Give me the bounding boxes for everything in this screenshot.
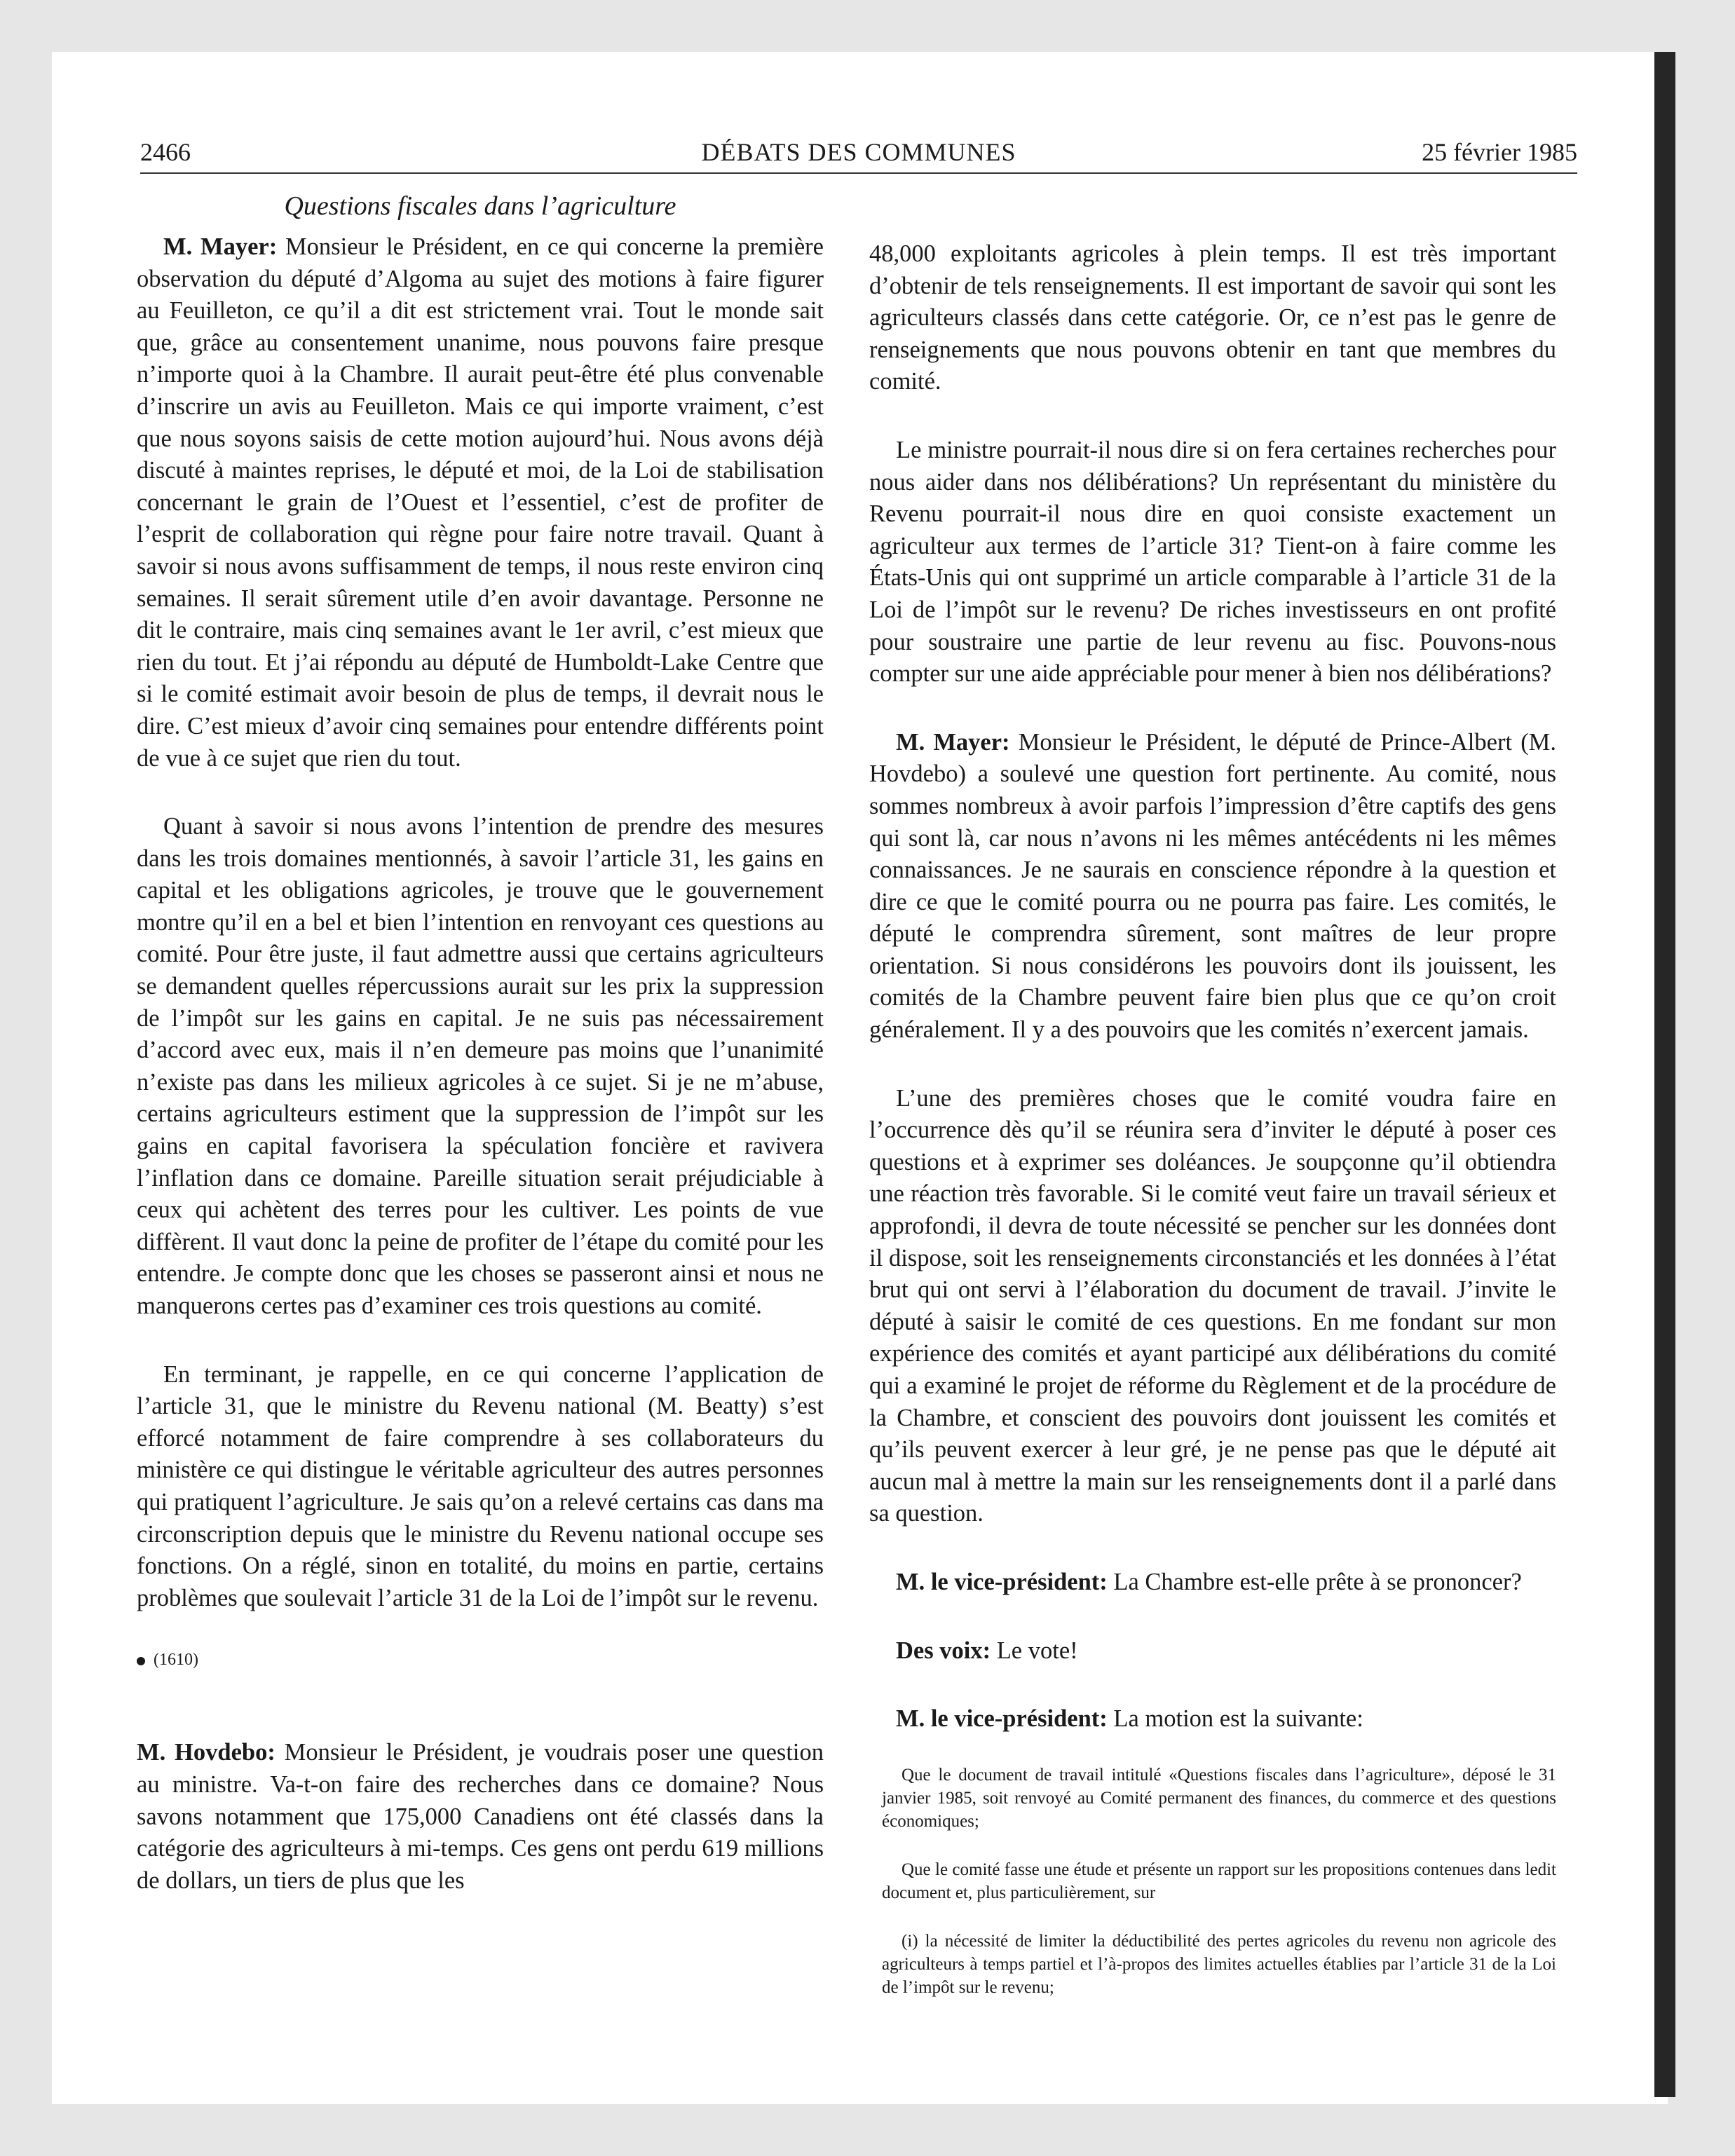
paragraph-hovdebo-cont: 48,000 exploitants agricoles à plein temps. Il est très important d’obtenir de tels renseignements. Il est important de savoir qui sont les agriculteurs classés dans cette catégorie. Or, ce n’est pas le genre de renseignements que nous pouvons obtenir en tant que membres du comité. xyxy=(869,240,1556,395)
publication-title: DÉBATS DES COMMUNES xyxy=(701,138,1016,166)
scan-edge-bar xyxy=(1654,52,1675,2097)
paragraph-mayer-1 xyxy=(137,231,824,775)
paragraph-mayer-2: Quant à savoir si nous avons l’intention de prendre des mesures dans les trois domaines mentionnés, à savoir l’article 31, les gains en capital et les obligations agricoles, je trouve que le gouvernement montre qu’il en a bel et bien l’intention en renvoyant ces questions au comité. Pour être juste, il faut admettre aussi que certains agriculteurs se demandent quelles répercussions aurait sur les prix la suppression de l’impôt sur les gains en capital. Je ne suis pas nécessairement d’accord avec eux, mais il n’en demeure pas moins que l’unanimité n’existe pas dans les milieux agricoles à ce sujet. Si je ne m’abuse, certains agriculteurs estiment que la suppression de l’impôt sur les gains en capital favorisera la spéculation foncière et ravivera l’inflation dans ce domaine. Pareille situation serait préjudiciable à ceux qui achètent des terres pour les cultiver. Les points de vue diffèrent. Il vaut donc la peine de profiter de l’étape du comité pour les entendre. Je compte donc que les choses se passeront ainsi et nous ne manquerons certes pas d’examiner ces trois questions au comité. xyxy=(137,813,824,1319)
speech-text: La Chambre est-elle prête à se prononcer? xyxy=(1107,1568,1522,1595)
left-column xyxy=(137,191,824,1933)
paragraph-mayer-reply xyxy=(869,727,1556,1046)
time-marker xyxy=(137,1651,824,1670)
speaker-name: M. Hovdebo: xyxy=(137,1739,275,1766)
speech-text: Monsieur le Président, le député de Prince-Albert (M. Hovdebo) a soulevé une question fort pertinente. Au comité, nous sommes nombreux à avoir parfois l’impression d’être captifs des gens qui sont là, car nous n’avons ni les mêmes antécédents ni les mêmes connaissances. Je ne saurais en conscience répondre à la question et dire ce que le comité pourra ou ne pourra pas faire. Les comités, le député le comprendra sûrement, sont maîtres de leur propre orientation. Si nous considérons les pouvoirs dont ils jouissent, les comités de la Chambre peuvent faire bien plus que ce qu’on croit généralement. Il y a des pouvoirs que les comités n’exercent jamais. xyxy=(869,728,1556,1044)
speaker-name: M. Mayer: xyxy=(896,728,1010,756)
header-rule xyxy=(140,172,1577,174)
speaker-name: M. Mayer: xyxy=(163,233,278,260)
bullet-icon xyxy=(137,1657,145,1665)
right-column xyxy=(869,238,1556,2024)
speech-text: Le vote! xyxy=(991,1637,1078,1664)
speaker-name: M. le vice-président: xyxy=(896,1705,1108,1733)
speech-text: Monsieur le Président, je voudrais poser une question au ministre. Va-t-on faire des recherches dans ce domaine? Nous savons notamment que 175,000 Canadiens ont été classés dans la catégorie des agriculteurs à mi-temps. Ces gens ont perdu 619 millions de dollars, un tiers de plus que les xyxy=(137,1739,824,1894)
paragraph-mayer-3: En terminant, je rappelle, en ce qui concerne l’application de l’article 31, que le ministre du Revenu national (M. Beatty) s’est efforcé notamment de faire comprendre à ses collaborateurs du ministère ce qui distingue le véritable agriculteur des autres personnes qui pratiquent l’agriculture. Je sais qu’on a relevé certains cas dans ma circonscription depuis que le ministre du Revenu national occupe ses fonctions. On a réglé, sinon en totalité, du moins en partie, certains problèmes que soulevait l’article 31 de la Loi de l’impôt sur le revenu. xyxy=(137,1360,824,1611)
publication-date: 25 février 1985 xyxy=(1422,138,1577,166)
paragraph-voices xyxy=(869,1635,1556,1667)
speaker-name: Des voix: xyxy=(896,1637,991,1664)
paragraph-hovdebo xyxy=(137,1737,824,1897)
motion-text-2: Que le comité fasse une étude et présente un rapport sur les propositions contenues dans ledit document et, plus particulièrement, sur xyxy=(882,1860,1556,1902)
paragraph-hovdebo-2: Le ministre pourrait-il nous dire si on fera certaines recherches pour nous aider dans nos délibérations? Un représentant du ministère du Revenu pourrait-il nous dire en quoi consiste exactement un agriculteur aux termes de l’article 31? Tient-on à faire comme les États-Unis qui ont supprimé un article comparable à l’article 31 de la Loi de l’impôt sur le revenu? De riches investisseurs en ont profité pour soustraire une partie de leur revenu au fisc. Pouvons-nous compter sur une aide appréciable pour mener à bien nos délibérations? xyxy=(869,436,1556,688)
paragraph-vice-president-1 xyxy=(869,1567,1556,1599)
motion-text-3: (i) la nécessité de limiter la déductibilité des pertes agricoles du revenu non agricole des agriculteurs à temps partiel et l’à-propos des limites actuelles établies par l’article 31 de la Loi de l’impôt sur le revenu; xyxy=(882,1931,1556,1997)
paragraph-vice-president-2 xyxy=(869,1703,1556,1735)
speaker-name: M. le vice-président: xyxy=(896,1568,1108,1595)
motion-text-1: Que le document de travail intitulé «Questions fiscales dans l’agriculture», déposé le 31 janvier 1985, soit renvoyé au Comité permanent des finances, du commerce et des questions économiques; xyxy=(882,1765,1556,1831)
time-marker-text: (1610) xyxy=(154,1651,198,1670)
page-header xyxy=(140,137,1577,174)
page-number: 2466 xyxy=(140,138,191,166)
paragraph-mayer-reply-2: L’une des premières choses que le comité voudra faire en l’occurrence dès qu’il se réunira sera d’inviter le député à poser ces questions et à exprimer ses doléances. Je soupçonne qu’il obtiendra une réaction très favorable. Si le comité veut faire un travail sérieux et approfondi, il devra de toute nécessité se pencher sur les données dont il dispose, soit les renseignements circonstanciés et les données à l’état brut qui ont servi à l’élaboration du document de travail. J’invite le député à saisir le comité de ces questions. En me fondant sur mon expérience des comités et ayant participé aux délibérations du comité qui a examiné le projet de réforme du Règlement et de la procédure de la Chambre, et conscient des pouvoirs dont jouissent les comités et qu’ils peuvent exercer à leur gré, je ne pense pas que le député ait aucun mal à mettre la main sur les renseignements dont il a parlé dans sa question. xyxy=(869,1084,1556,1527)
speech-text: Monsieur le Président, en ce qui concerne la première observation du député d’Algoma au sujet des motions à faire figurer au Feuilleton, ce qu’il a dit est strictement vrai. Tout le monde sait que, grâce au consentement unanime, nous pouvons faire presque n’importe quoi à la Chambre. Il aurait peut-être été plus convenable d’inscrire un avis au Feuilleton. Mais ce qui importe vraiment, c’est que nous soyons saisis de cette motion aujourd’hui. Nous avons déjà discuté à maintes reprises, le député et moi, de la Loi de stabilisation concernant le grain de l’Ouest et l’essentiel, c’est de profiter de l’esprit de collaboration qui règne pour faire notre travail. Quant à savoir si nous avons suffisamment de temps, il nous reste environ cinq semaines. Il serait sûrement utile d’en avoir davantage. Personne ne dit le contraire, mais cinq semaines avant le 1er avril, c’est mieux que rien du tout. Et j’ai répondu au député de Humboldt-Lake Centre que si le comité estimait avoir besoin de plus de temps, il devrait nous le dire. C’est mieux d’avoir cinq semaines pour entendre différents point de vue à ce sujet que rien du tout. xyxy=(137,233,824,772)
speech-text: La motion est la suivante: xyxy=(1107,1705,1363,1733)
section-title: Questions fiscales dans l’agriculture xyxy=(284,191,676,221)
